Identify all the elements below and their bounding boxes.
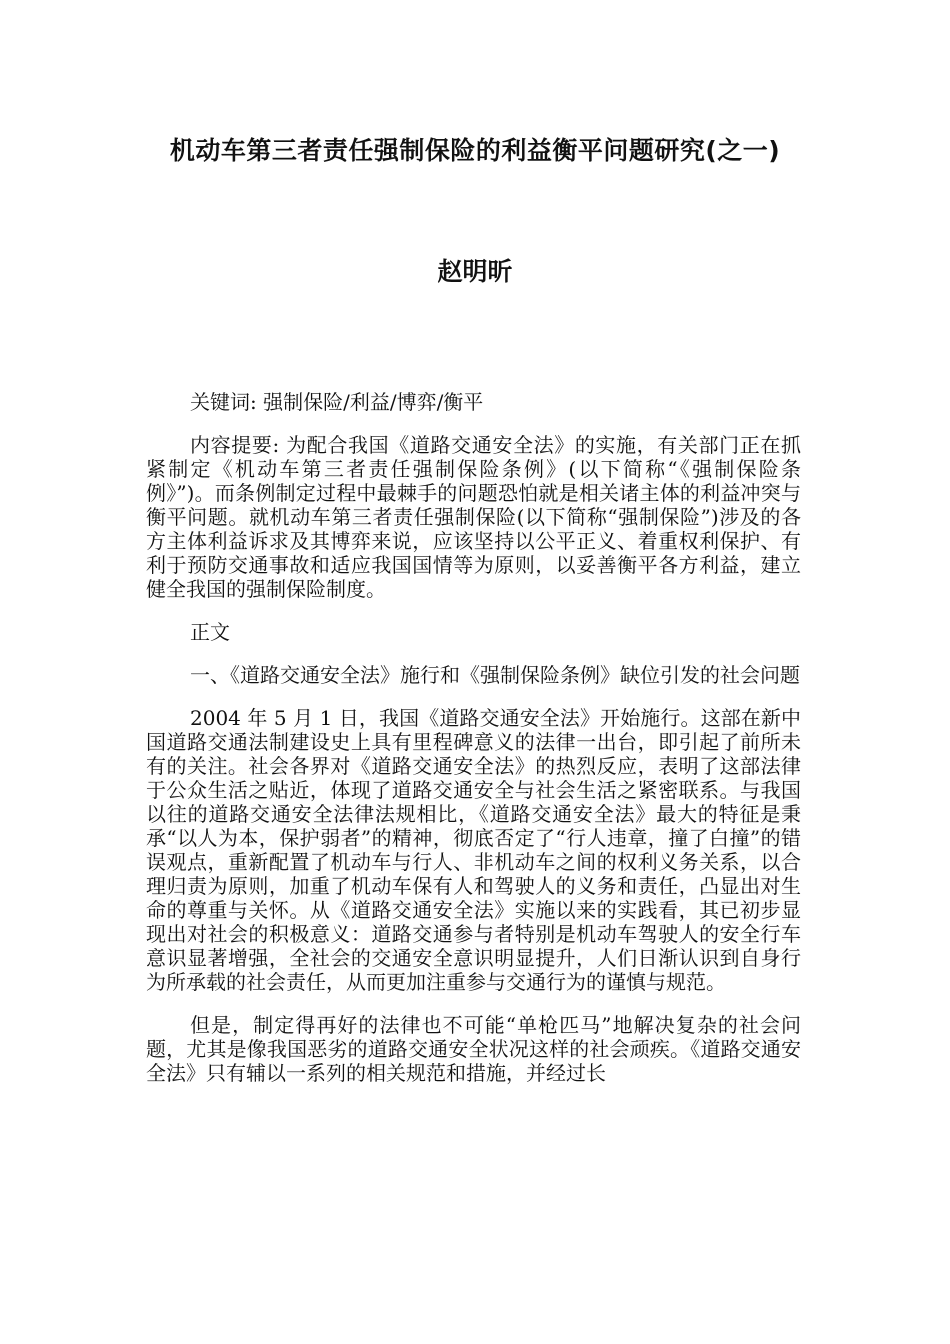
document-body <box>146 390 801 1104</box>
body-paragraph-1: 2004 年 5 月 1 日，我国《道路交通安全法》开始施行。这部在新中国道路交通法制建设史上具有里程碑意义的法律一出台，即引起了前所未有的关注。社会各界对《道路交通安全法》的热烈反应，表明了这部法律于公众生活之贴近，体现了道路交通安全与社会生活之紧密联系。与我国以往的道路交通安全法律法规相比，《道路交通安全法》最大的特征是秉承“以人为本，保护弱者”的精神，彻底否定了“行人违章，撞了白撞”的错误观点，重新配置了机动车与行人、非机动车之间的权利义务关系，以合理归责为原则，加重了机动车保有人和驾驶人的义务和责任，凸显出对生命的尊重与关怀。从《道路交通安全法》实施以来的实践看，其已初步显现出对社会的积极意义：道路交通参与者特别是机动车驾驶人的安全行车意识显著增强，全社会的交通安全意识明显提升，人们日渐认识到自身行为所承载的社会责任，从而更加注重参与交通行为的谨慎与规范。 <box>146 706 801 994</box>
abstract-paragraph: 内容提要: 为配合我国《道路交通安全法》的实施，有关部门正在抓紧制定《机动车第三者责任强制保险条例》(以下简称“《强制保险条例》”)。而条例制定过程中最棘手的问题恐怕就是相关诸主体的利益冲突与衡平问题。就机动车第三者责任强制保险(以下简称“强制保险”)涉及的各方主体利益诉求及其博弈来说，应该坚持以公平正义、着重权利保护、有利于预防交通事故和适应我国国情等为原则，以妥善衡平各方利益，建立健全我国的强制保险制度。 <box>146 433 801 601</box>
keywords-line: 关键词: 强制保险/利益/博弈/衡平 <box>190 390 484 414</box>
body-heading: 正文 <box>190 620 230 644</box>
document-title: 机动车第三者责任强制保险的利益衡平问题研究(之一) <box>169 136 781 165</box>
body-paragraph-2: 但是，制定得再好的法律也不可能“单枪匹马”地解决复杂的社会问题，尤其是像我国恶劣的道路交通安全状况这样的社会顽疾。《道路交通安全法》只有辅以一系列的相关规范和措施，并经过长 <box>146 1013 801 1085</box>
document-author: 赵明昕 <box>437 257 513 286</box>
section-heading: 一、《道路交通安全法》施行和《强制保险条例》缺位引发的社会问题 <box>190 663 800 687</box>
